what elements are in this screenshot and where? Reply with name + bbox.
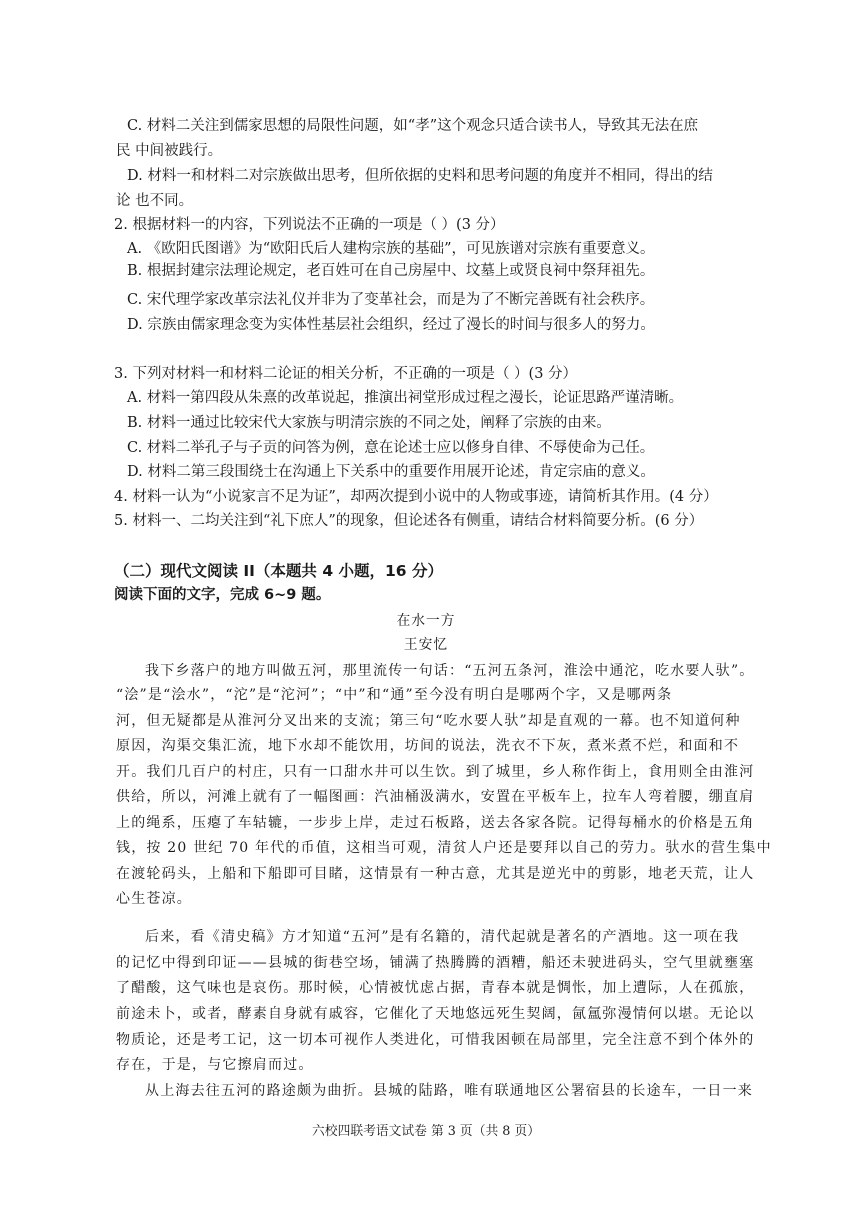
q3-option-a: A. 材料一第四段从朱熹的改革说起，推演出祠堂形成过程之漫长，论证思路严谨清晰。 — [127, 390, 684, 406]
article-line-13: 了醋酸，这气味也是哀伤。那时候，心情被忧虑占据，青春本就是惆怅，加上遭际，人在孤旅， — [116, 980, 755, 996]
q2-option-b: B. 根据封建宗法理论规定，老百姓可在自己房屋中、坟墓上或贤良祠中祭拜祖先。 — [127, 263, 655, 279]
reading-instruction: 阅读下面的文字，完成 6~9 题。 — [114, 587, 331, 603]
article-line-16: 存在，于是，与它擦肩而过。 — [116, 1057, 314, 1073]
article-line-17: 从上海去往五河的路途颇为曲折。县城的陆路，唯有联通地区公署宿县的长途车，一日一来 — [145, 1083, 753, 1099]
q4-text: 4. 材料一认为“小说家言不足为证”，却两次提到小说中的人物或事迹，请简析其作用。(4 分） — [114, 489, 718, 505]
q2-option-d: D. 宗族由儒家理念变为实体性基层社会组织，经过了漫长的时间与很多人的努力。 — [127, 317, 655, 333]
q1-option-d-line2: 论 也不同。 — [116, 193, 194, 209]
q3-option-c: C. 材料二举孔子与子贡的问答为例，意在论述士应以修身自律、不辱使命为己任。 — [127, 440, 655, 456]
section-title: （二）现代文阅读 II（本题共 4 小题，16 分） — [114, 562, 443, 580]
q1-option-d-line1: D. 材料一和材料二对宗族做出思考，但所依据的史料和思考问题的角度并不相同，得出的结 — [127, 168, 713, 184]
q3-option-d: D. 材料二第三段围绕士在沟通上下关系中的重要作用展开论述，肯定宗庙的意义。 — [127, 464, 655, 480]
q1-option-c-line1: C. 材料二关注到儒家思想的局限性问题，如“孝”这个观念只适合读书人，导致其无法在庶 — [127, 118, 699, 134]
article-line-4: 原因，沟渠交集汇流，地下水却不能饮用，坊间的说法，洗衣不下灰，煮米煮不烂，和面和不 — [116, 738, 740, 754]
page-footer: 六校四联考语文试卷 第 3 页（共 8 页） — [312, 1124, 540, 1139]
article-line-14: 前途未卜，或者，酵素自身就有戚容，它催化了天地悠远死生契阔，氤氲弥漫情何以堪。无论以 — [116, 1006, 755, 1022]
article-title: 在水一方 — [396, 613, 456, 629]
article-line-9: 在渡轮码头，上船和下船即可目睹，这情景有一种古意，尤其是逆光中的剪影，地老天荒，让人 — [116, 866, 755, 882]
article-line-10: 心生苍凉。 — [116, 891, 192, 907]
q3-stem: 3. 下列对材料一和材料二论证的相关分析，不正确的一项是（ ）(3 分） — [114, 366, 578, 382]
article-line-6: 供给，所以，河滩上就有了一幅图画：汽油桶汲满水，安置在平板车上，拉车人弯着腰，绷直肩 — [116, 789, 755, 805]
article-line-11: 后来，看《清史稿》方才知道“五河”是有名籍的，清代起就是著名的产酒地。这一项在我 — [145, 929, 740, 945]
article-line-12: 的记忆中得到印证——县城的街巷空场，铺满了热腾腾的酒糟，船还未驶进码头，空气里就壅塞 — [116, 955, 755, 971]
article-line-2: “浍”是“浍水”，“沱”是“沱河”；“中”和“通”至今没有明白是哪两个字，又是哪两条 — [116, 687, 673, 703]
q2-stem: 2. 根据材料一的内容，下列说法不正确的一项是（ ）(3 分） — [114, 217, 505, 233]
article-line-7: 上的绳系，压瘪了车轱辘，一步步上岸，走过石板路，送去各家各院。记得每桶水的价格是五角 — [116, 815, 755, 831]
q2-option-a: A. 《欧阳氏图谱》为“欧阳氏后人建构宗族的基础”，可见族谱对宗族有重要意义。 — [127, 241, 655, 257]
article-line-15: 物质论，还是考工记，这一切本可视作人类进化，可惜我困顿在局部里，完全注意不到个体外的 — [116, 1032, 755, 1048]
article-line-1: 我下乡落户的地方叫做五河，那里流传一句话：“五河五条河，淮浍中通沱，吃水要人驮”。 — [145, 663, 755, 679]
q3-option-b: B. 材料一通过比较宋代大家族与明清宗族的不同之处，阐释了宗族的由来。 — [127, 415, 611, 431]
article-line-8: 钱，按 20 世纪 70 年代的币值，这相当可观，清贫人户还是要拜以自己的劳力。驮水的营生集中 — [116, 840, 772, 856]
article-author: 王安忆 — [403, 637, 449, 653]
article-line-3: 河，但无疑都是从淮河分叉出来的支流；第三句“吃水要人驮”却是直观的一幕。也不知道何种 — [116, 713, 741, 729]
q5-text: 5. 材料一、二均关注到“礼下庶人”的现象，但论述各有侧重，请结合材料简要分析。(6 分） — [114, 513, 704, 529]
article-line-5: 开。我们几百户的村庄，只有一口甜水井可以生饮。到了城里，乡人称作街上，食用则全由淮河 — [116, 764, 755, 780]
q1-option-c-line2: 民 中间被践行。 — [116, 143, 223, 159]
q2-option-c: C. 宋代理学家改革宗法礼仪并非为了变革社会，而是为了不断完善既有社会秩序。 — [127, 292, 655, 308]
